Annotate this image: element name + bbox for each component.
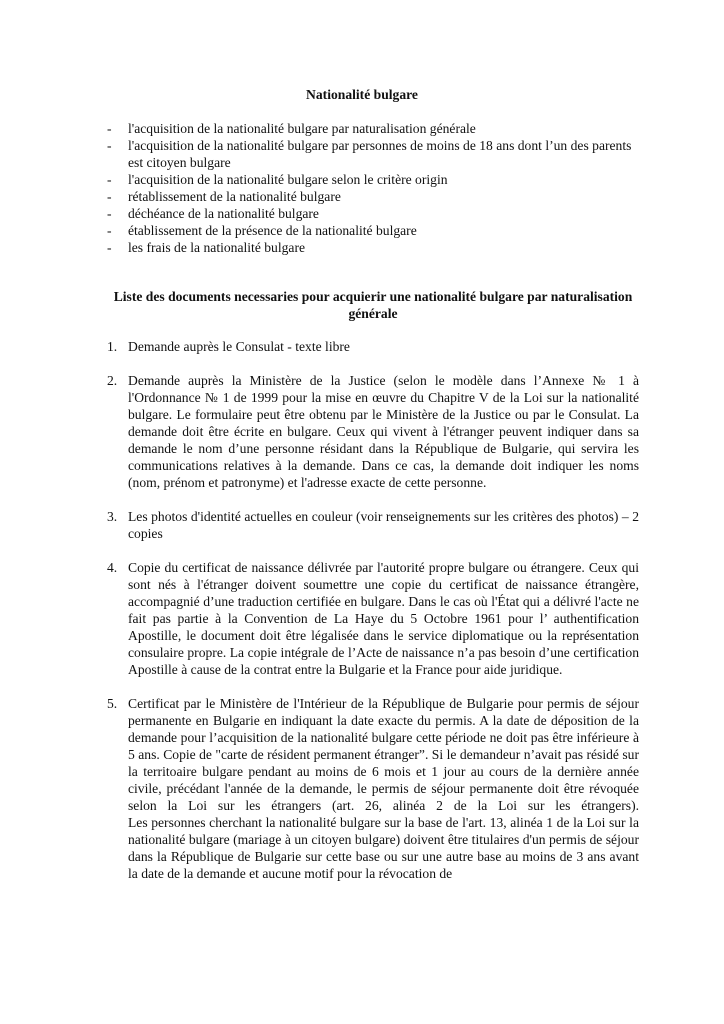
item-number: 1. bbox=[107, 339, 118, 354]
numbered-item bbox=[107, 695, 639, 882]
list-item-text: l'acquisition de la nationalité bulgare par naturalisation générale bbox=[128, 121, 476, 136]
list-item bbox=[107, 120, 639, 137]
item-text: Demande auprès la Ministère de la Justice (selon le modèle dans l’Annexe № 1 à l'Ordonnance № 1 de 1999 pour la mise en œuvre du Chapitre V de la Loi sur la nationalité bulgare. Le formulaire peut être obtenu par le Ministère de la Justice ou par le Consulat. La demande doit être écrite en bulgare. Ceux qui vivent à l'étranger peuvent indiquer dans sa demande le nom d’une personne résidant dans la République de Bulgarie, qui servira les communications relatives à la demande. Dans ce cas, la demande doit indiquer les noms (nom, prénom et patronyme) et l'adresse exacte de cette personne. bbox=[128, 373, 639, 490]
bullet-dash: - bbox=[107, 206, 112, 221]
documents-list bbox=[107, 338, 639, 899]
bullet-dash: - bbox=[107, 189, 112, 204]
item-number: 4. bbox=[107, 560, 118, 575]
bullet-dash: - bbox=[107, 240, 112, 255]
bullet-dash: - bbox=[107, 172, 112, 187]
list-item bbox=[107, 222, 639, 239]
item-text: Copie du certificat de naissance délivrée par l'autorité propre bulgare ou étrangere. Ceux qui sont nés à l'étranger doivent soumettre une copie du certificat de naissance étrangère, accompagnié d’une traduction certifiée en bulgare. Dans le cas où l'État qui a délivré l'acte ne fait pas partie à la Convention de La Haye du 5 Octobre 1961 pour l’ authentification Apostille, le document doit être légalisée dans le service diplomatique ou la représentation consulaire propre. La copie intégrale de l’Acte de naissance n’a pas besoin d’une certification Apostille à cause de la contrat entre la Bulgarie et la France pour aide juridique. bbox=[128, 560, 639, 677]
list-item bbox=[107, 239, 639, 256]
list-item-text: déchéance de la nationalité bulgare bbox=[128, 206, 319, 221]
section-subtitle: Liste des documents necessaries pour acquierir une nationalité bulgare par naturalisation générale bbox=[113, 289, 633, 321]
bullet-dash: - bbox=[107, 223, 112, 238]
list-item-text: établissement de la présence de la nationalité bulgare bbox=[128, 223, 417, 238]
numbered-item bbox=[107, 559, 639, 678]
item-number: 5. bbox=[107, 696, 118, 711]
list-item-text: l'acquisition de la nationalité bulgare selon le critère origin bbox=[128, 172, 448, 187]
item-text: Les photos d'identité actuelles en couleur (voir renseignements sur les critères des photos) – 2 copies bbox=[128, 509, 639, 541]
numbered-item bbox=[107, 338, 639, 355]
item-text-continued: Les personnes cherchant la nationalité bulgare sur la base de l'art. 13, alinéa 1 de la Loi sur la nationalité bulgare (mariage à un citoyen bulgare) doivent être titulaires d'un permis de séjour dans la République de Bulgarie sur cette base ou sur une autre base au moins de 3 ans avant la date de la demande et aucune motif pour la révocation de bbox=[128, 815, 639, 881]
bullet-dash: - bbox=[107, 138, 112, 153]
item-number: 3. bbox=[107, 509, 118, 524]
list-item bbox=[107, 171, 639, 188]
item-text: Demande auprès le Consulat - texte libre bbox=[128, 339, 350, 354]
document-title: Nationalité bulgare bbox=[306, 87, 418, 102]
list-item bbox=[107, 205, 639, 222]
list-item-text: l'acquisition de la nationalité bulgare par personnes de moins de 18 ans dont l’un des parents est citoyen bulgare bbox=[128, 138, 632, 170]
list-item bbox=[107, 137, 639, 171]
bullet-dash: - bbox=[107, 121, 112, 136]
list-item-text: rétablissement de la nationalité bulgare bbox=[128, 189, 341, 204]
topic-list bbox=[107, 120, 639, 256]
list-item bbox=[107, 188, 639, 205]
list-item-text: les frais de la nationalité bulgare bbox=[128, 240, 306, 255]
numbered-item bbox=[107, 508, 639, 542]
item-number: 2. bbox=[107, 373, 118, 388]
item-text: Certificat par le Ministère de l'Intérieur de la République de Bulgarie pour permis de séjour permanente en Bulgarie en indiquant la date exacte du permis. A la date de déposition de la demande pour l’acquisition de la nationalité bulgare cette période ne doit pas être inférieure à 5 ans. Copie de "carte de résident permanent étranger”. Si le demandeur n’avait pas résidé sur la territoaire bulgare pendant au moins de 6 mois et 1 jour au cours de la dernière année civile, précédant l'année de la demande, le permis de séjour permanente doit être révoquée selon la Loi sur les étrangers (art. 26, alinéa 2 de la Loi sur les étrangers). bbox=[128, 696, 639, 813]
numbered-item bbox=[107, 372, 639, 491]
